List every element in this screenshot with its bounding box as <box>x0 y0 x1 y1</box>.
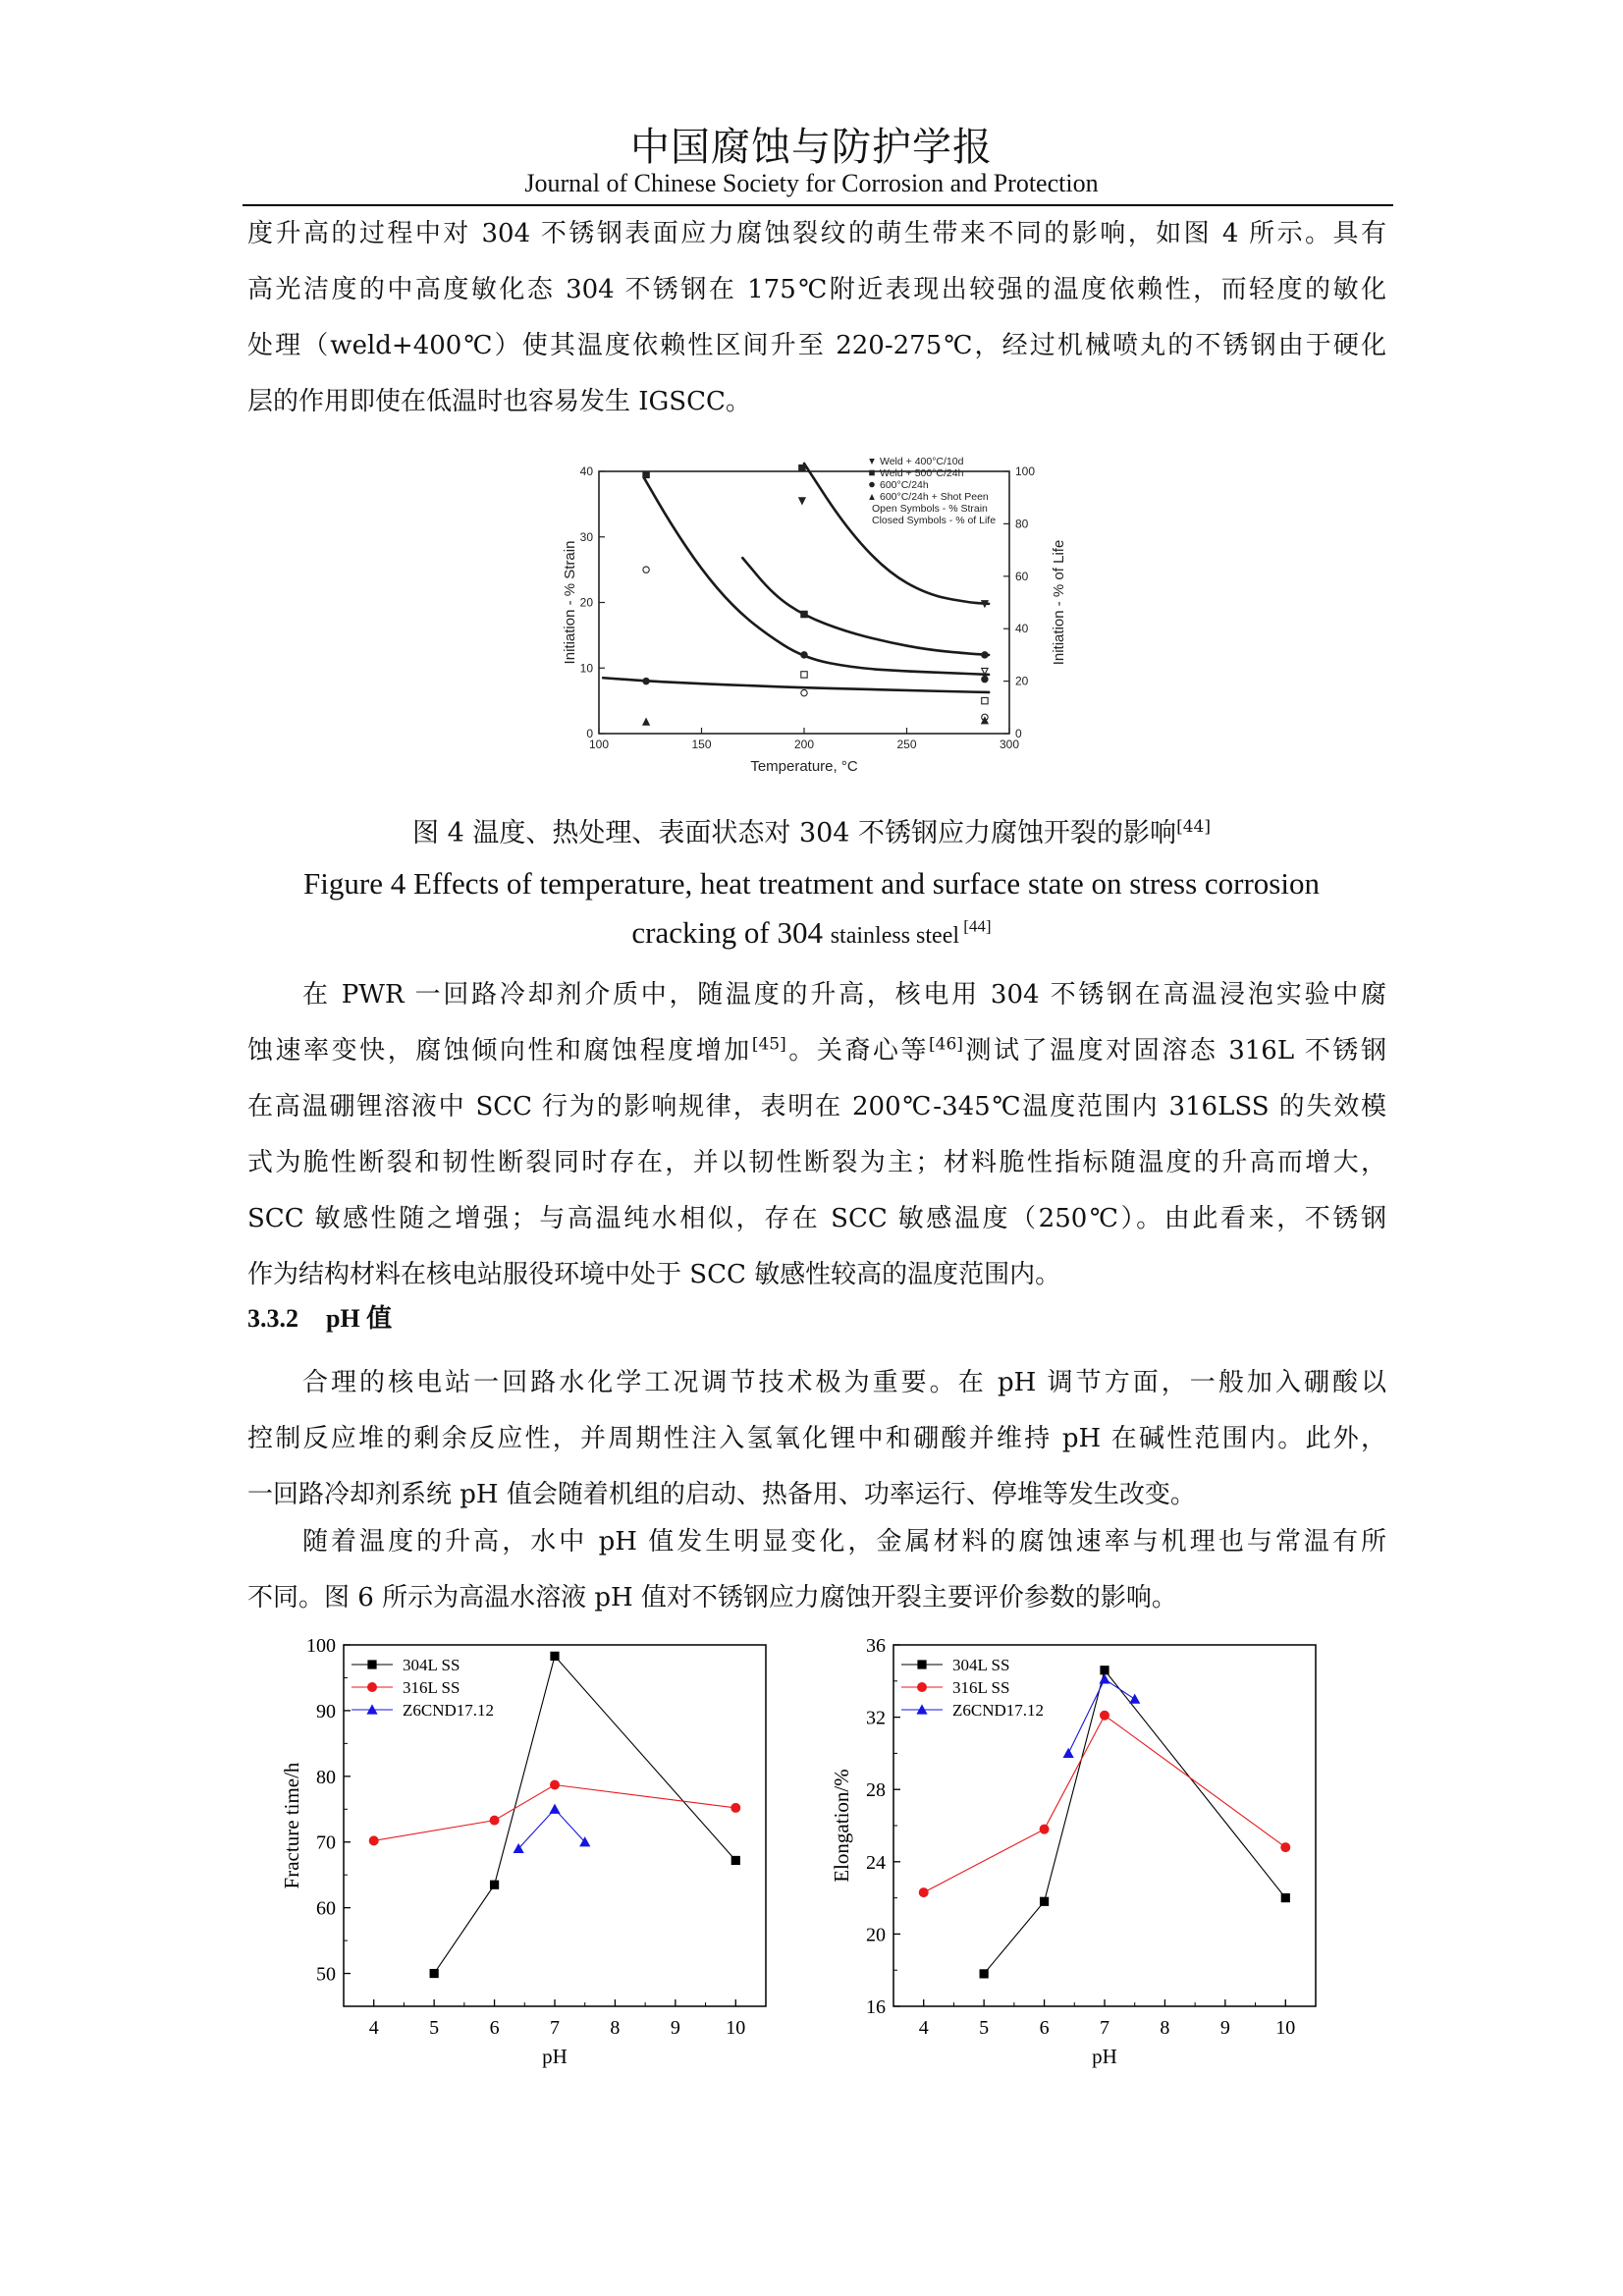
text-line: 层的作用即使在低温时也容易发生 IGSCC。 <box>247 387 751 416</box>
x-tick-label: 8 <box>610 2017 621 2039</box>
data-point <box>1063 1748 1074 1758</box>
legend-label: Weld + 500°C/24h <box>880 467 964 479</box>
y-axis-label: Fracture time/h <box>280 1762 303 1889</box>
data-point <box>550 1652 559 1661</box>
caption-cn-text: 图 4 温度、热处理、表面状态对 304 不锈钢应力腐蚀开裂的影响 <box>412 818 1177 848</box>
text-run: 蚀速率变快，腐蚀倾向性和腐蚀程度增加 <box>247 1036 752 1066</box>
data-point <box>1100 1711 1109 1721</box>
x-tick-label: 6 <box>1039 2017 1050 2039</box>
y2-axis-label: Initiation - % of Life <box>1051 539 1067 666</box>
text-line: 度升高的过程中对 304 不锈钢表面应力腐蚀裂纹的萌生带来不同的影响，如图 4 所示。具有 <box>247 219 1386 248</box>
fig4-marker <box>982 717 988 723</box>
data-point <box>490 1881 499 1889</box>
fig4-marker <box>643 678 649 683</box>
x-tick-label: 150 <box>691 738 712 751</box>
paragraph-2 <box>247 967 1386 1303</box>
plot-frame <box>893 1645 1316 2006</box>
data-point <box>1100 1666 1109 1674</box>
x-axis-label: pH <box>542 2045 568 2068</box>
text-line: 合理的核电站一回路水化学工况调节技术极为重要。在 pH 调节方面，一般加入硼酸以 <box>302 1368 1386 1397</box>
x-tick-label: 5 <box>979 2017 990 2039</box>
x-tick-label: 6 <box>489 2017 500 2039</box>
legend-label: Weld + 400°C/10d <box>880 456 964 467</box>
fig4-marker <box>982 652 988 658</box>
data-point <box>430 1969 439 1978</box>
fig4-marker <box>982 697 988 703</box>
legend-label: Z6CND17.12 <box>952 1701 1045 1720</box>
x-tick-label: 7 <box>550 2017 560 2039</box>
caption-en-text-b: stainless steel <box>830 923 960 949</box>
legend-label: Open Symbols - % Strain <box>872 503 988 515</box>
figure-4-labels <box>562 540 1067 775</box>
x-tick-label: 7 <box>1100 2017 1109 2039</box>
legend-label: 316L SS <box>952 1678 1010 1697</box>
text-line: 在 PWR 一回路冷却剂介质中，随温度的升高，核电用 304 不锈钢在高温浸泡实验中腐 <box>302 980 1386 1010</box>
fig4-marker <box>982 676 988 682</box>
data-point <box>980 1969 989 1978</box>
legend-label: Closed Symbols - % of Life <box>872 515 997 526</box>
section-title: pH 值 <box>326 1304 393 1333</box>
elongation-chart <box>815 1625 1384 2087</box>
paragraph-1 <box>247 206 1386 430</box>
fig4-marker <box>643 567 649 573</box>
paragraph-4 <box>247 1514 1386 1626</box>
data-point <box>549 1804 560 1814</box>
text-run: 测试了温度对固溶态 316L 不锈钢 <box>962 1036 1386 1066</box>
y2-tick-label: 20 <box>1015 674 1029 688</box>
text-run: 。关裔心等 <box>785 1036 930 1066</box>
x-tick-label: 300 <box>999 738 1020 751</box>
y-tick-label: 100 <box>306 1635 336 1657</box>
legend-label: 304L SS <box>952 1656 1010 1674</box>
y-axis-label: Initiation - % Strain <box>562 540 578 665</box>
data-point <box>1040 1897 1049 1906</box>
citation-45: [45] <box>751 1034 786 1055</box>
section-heading <box>247 1298 392 1335</box>
text-line <box>247 1023 1386 1079</box>
legend-label: 316L SS <box>403 1678 460 1697</box>
data-point <box>369 1835 379 1845</box>
text-line: 处理（weld+400℃）使其温度依赖性区间升至 220-275℃，经过机械喷丸的不锈钢由于硬化 <box>247 331 1386 360</box>
legend-marker <box>869 482 875 488</box>
text-line: 式为脆性断裂和韧性断裂同时存在，并以韧性断裂为主；材料脆性指标随温度的升高而增大， <box>247 1148 1386 1177</box>
x-tick-label: 10 <box>1275 2017 1296 2039</box>
caption-en-ref: [44] <box>959 916 992 936</box>
figure-4-caption-cn <box>0 811 1623 849</box>
legend-marker <box>869 470 875 476</box>
y-axis-label: Elongation/% <box>830 1769 853 1883</box>
x-tick-label: 10 <box>726 2017 746 2039</box>
journal-title-en: Journal of Chinese Society for Corrosion and Protection <box>524 169 1099 197</box>
x-tick-label: 250 <box>896 738 917 751</box>
legend-marker <box>367 1660 376 1668</box>
plot-frame <box>344 1645 766 2006</box>
x-tick-label: 8 <box>1160 2017 1170 2039</box>
data-point <box>919 1887 929 1897</box>
fig4-curve-d <box>603 678 989 692</box>
data-point <box>731 1856 740 1865</box>
x-axis-label: pH <box>1092 2045 1117 2068</box>
data-point <box>730 1803 740 1813</box>
y-tick-label: 40 <box>579 465 593 478</box>
text-line: SCC 敏感性随之增强；与高温纯水相似，存在 SCC 敏感温度（250℃）。由此看来，不锈钢 <box>247 1204 1386 1233</box>
legend-marker <box>869 494 875 500</box>
text-line: 控制反应堆的剩余反应性，并周期性注入氢氧化锂中和硼酸并维持 pH 在碱性范围内。此外， <box>247 1424 1386 1453</box>
y-tick-label: 36 <box>866 1635 886 1657</box>
paragraph-3 <box>247 1355 1386 1523</box>
x-tick-label: 100 <box>588 738 610 751</box>
text-line: 随着温度的升高，水中 pH 值发生明显变化，金属材料的腐蚀速率与机理也与常温有所 <box>302 1527 1386 1557</box>
x-tick-label: 4 <box>918 2017 929 2039</box>
y-tick-label: 28 <box>866 1779 886 1802</box>
legend-marker <box>917 1682 927 1692</box>
text-line: 在高温硼锂溶液中 SCC 行为的影响规律，表明在 200℃-345℃温度范围内 316LSS 的失效模 <box>247 1092 1386 1121</box>
series-line-z6cnd17-12 <box>518 1809 585 1848</box>
legend-label: Z6CND17.12 <box>403 1701 495 1720</box>
figure-4-caption-en-line1: Figure 4 Effects of temperature, heat treatment and surface state on stress corrosion <box>303 866 1320 901</box>
y-tick-label: 50 <box>316 1963 336 1986</box>
x-tick-label: 200 <box>793 738 815 751</box>
y2-tick-label: 60 <box>1015 569 1029 583</box>
fig4-marker <box>643 719 649 725</box>
data-point <box>1040 1825 1050 1834</box>
fig4-marker <box>801 611 807 617</box>
legend-marker <box>917 1660 926 1668</box>
data-point <box>550 1780 560 1790</box>
legend-marker <box>869 459 875 465</box>
y-tick-label: 80 <box>316 1766 336 1788</box>
fig4-curve-b <box>742 558 989 655</box>
data-point <box>490 1816 500 1826</box>
text-line: 高光洁度的中高度敏化态 304 不锈钢在 175℃附近表现出较强的温度依赖性，而轻度的敏化 <box>247 275 1386 304</box>
y-tick-label: 60 <box>316 1897 336 1920</box>
legend-label: 600°C/24h <box>880 479 929 491</box>
fig4-marker <box>799 498 805 504</box>
y2-tick-label: 100 <box>1015 465 1036 478</box>
figure-4-plot <box>550 447 1080 786</box>
caption-cn-ref: [44] <box>1176 817 1211 837</box>
x-tick-label: 4 <box>368 2017 379 2039</box>
y-tick-label: 30 <box>579 529 593 544</box>
y-tick-label: 16 <box>866 1996 886 2018</box>
y2-tick-label: 0 <box>1015 727 1022 740</box>
legend-label: 600°C/24h + Shot Peen <box>880 491 989 503</box>
y-tick-label: 10 <box>579 661 593 676</box>
section-number: 3.3.2 <box>247 1304 298 1333</box>
y-tick-label: 20 <box>866 1924 886 1946</box>
x-tick-label: 9 <box>1219 2017 1230 2039</box>
fig4-marker <box>799 465 805 470</box>
y-tick-label: 32 <box>866 1707 886 1729</box>
text-line: 不同。图 6 所示为高温水溶液 pH 值对不锈钢应力腐蚀开裂主要评价参数的影响。 <box>247 1583 1177 1613</box>
y-tick-label: 70 <box>316 1831 336 1854</box>
citation-46: [46] <box>929 1034 963 1055</box>
y-tick-label: 24 <box>866 1851 886 1874</box>
figure-4-caption-en-line2 <box>0 915 1623 951</box>
caption-en-text-a: cracking of 304 <box>631 915 831 950</box>
data-point <box>1281 1893 1290 1902</box>
series-line-316l-ss <box>924 1716 1286 1892</box>
y-tick-label: 0 <box>586 727 593 740</box>
data-point <box>1129 1694 1140 1704</box>
text-line: 作为结构材料在核电站服役环境中处于 SCC 敏感性较高的温度范围内。 <box>247 1260 1061 1289</box>
fig4-marker <box>643 471 649 477</box>
legend-label: 304L SS <box>403 1656 460 1674</box>
text-line: 一回路冷却剂系统 pH 值会随着机组的启动、热备用、功率运行、停堆等发生改变。 <box>247 1480 1196 1509</box>
y-tick-label: 20 <box>579 595 593 610</box>
y2-tick-label: 80 <box>1015 517 1029 531</box>
y-tick-label: 90 <box>316 1700 336 1722</box>
y2-tick-label: 40 <box>1015 622 1029 636</box>
figure-4-legend <box>869 456 996 526</box>
fig4-marker <box>801 652 807 658</box>
fig4-marker <box>801 672 807 678</box>
x-tick-label: 9 <box>670 2017 680 2039</box>
fracture-time-chart <box>265 1625 835 2087</box>
legend-marker <box>367 1682 377 1692</box>
journal-title-cn: 中国腐蚀与防护学报 <box>630 125 993 170</box>
data-point <box>1280 1842 1290 1852</box>
x-axis-label: Temperature, °C <box>750 758 858 775</box>
x-tick-label: 5 <box>429 2017 440 2039</box>
fig4-marker <box>801 689 807 695</box>
